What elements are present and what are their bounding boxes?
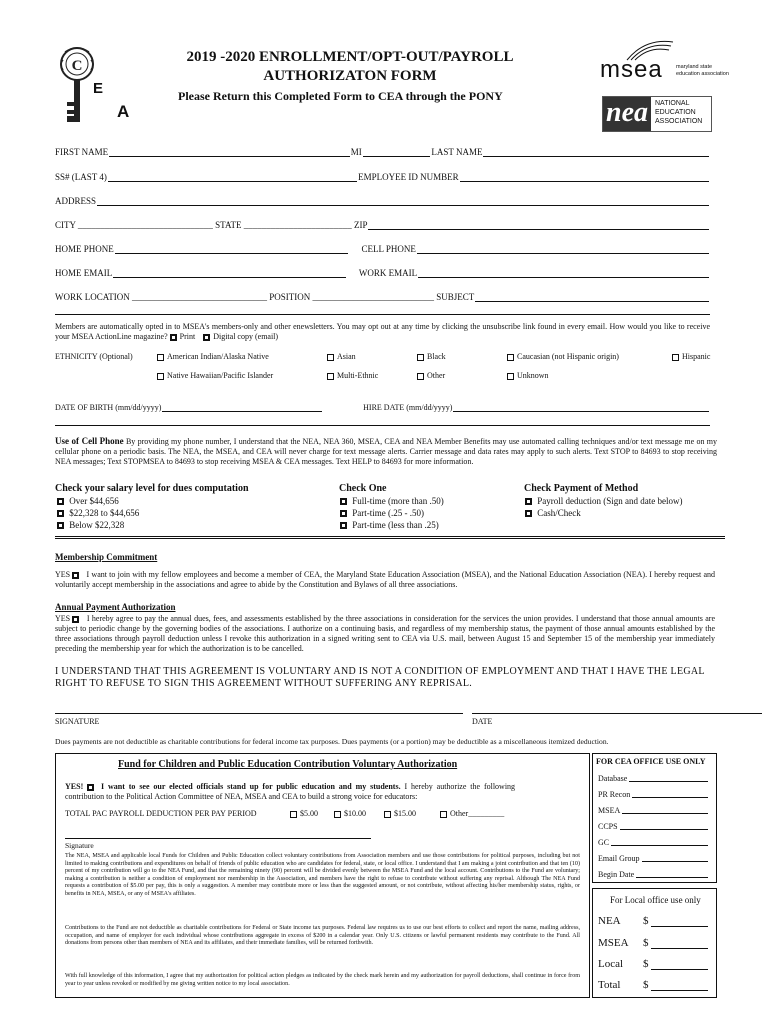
payment-option[interactable]: Cash/Check bbox=[525, 508, 581, 518]
membership-heading: Membership Commitment bbox=[55, 552, 158, 562]
date-line[interactable] bbox=[472, 713, 762, 714]
mi-field[interactable] bbox=[363, 149, 431, 157]
dob-field[interactable] bbox=[162, 404, 322, 412]
state-field[interactable]: STATE ________________________ bbox=[215, 220, 352, 230]
employee-id-field[interactable] bbox=[460, 174, 709, 182]
newsletter-notice: Members are automatically opted in to MSEA's members-only and other enewsletters. You may opt out at any time by clicking the unsubscribe link found in every email. How would you like to receive your MSEA ActionLine magazine? Print Digital copy (email) bbox=[55, 322, 710, 341]
email-row: HOME EMAIL WORK EMAIL bbox=[55, 268, 710, 278]
payment-heading: Check Payment of Method bbox=[524, 483, 639, 494]
local-row: MSEA $ bbox=[598, 937, 708, 949]
last-name-field[interactable] bbox=[483, 149, 709, 157]
work-row: WORK LOCATION ______________________________ POSITION ___________________________ SUBJECT bbox=[55, 292, 710, 302]
ethnicity-option[interactable]: Asian bbox=[327, 352, 356, 361]
divider bbox=[55, 536, 725, 537]
form-subtitle: Please Return this Completed Form to CEA through the PONY bbox=[178, 89, 503, 103]
digital-checkbox[interactable] bbox=[203, 334, 210, 341]
ethnicity-option[interactable]: Multi-Ethnic bbox=[327, 371, 378, 380]
home-phone-field[interactable] bbox=[115, 246, 349, 254]
svg-text:C: C bbox=[71, 58, 83, 74]
dates-row: DATE OF BIRTH (mm/dd/yyyy) HIRE DATE (mm/dd/yyyy) bbox=[55, 403, 710, 412]
form-title: 2019 -2020 ENROLLMENT/OPT-OUT/PAYROLL AUTHORIZATON FORM bbox=[186, 49, 514, 84]
office-use-box bbox=[592, 753, 717, 883]
divider bbox=[55, 314, 710, 315]
office-use-heading: FOR CEA OFFICE USE ONLY bbox=[596, 757, 706, 766]
signature-label: SIGNATURE bbox=[55, 717, 100, 726]
local-use-heading: For Local office use only bbox=[610, 895, 701, 905]
ethnicity-option[interactable]: Black bbox=[417, 352, 446, 361]
cell-phone-field[interactable] bbox=[417, 246, 709, 254]
pac-amount-option[interactable]: Other_________ bbox=[440, 809, 504, 818]
local-row: NEA $ bbox=[598, 915, 708, 927]
ethnicity-option[interactable]: Native Hawaiian/Pacific Islander bbox=[157, 371, 273, 380]
ethnicity-option[interactable]: Caucasian (not Hispanic origin) bbox=[507, 352, 619, 361]
ss-row: SS# (LAST 4) EMPLOYEE ID NUMBER bbox=[55, 172, 710, 182]
employment-option[interactable]: Part-time (.25 - .50) bbox=[340, 508, 424, 518]
divider bbox=[55, 425, 710, 426]
date-label: DATE bbox=[472, 717, 493, 726]
city-field[interactable]: CITY ______________________________ bbox=[55, 220, 213, 230]
fund-paragraph-3: With full knowledge of this information, I agree that my authorization for political action pledges as indicated by the check mark herein and my authorization for payroll deductions, shall continue in force from year to year unless revoked or modified by me giving written notice to my local association. bbox=[65, 973, 580, 987]
pac-total-label: TOTAL PAC PAYROLL DEDUCTION PER PAY PERIOD bbox=[65, 809, 257, 818]
salary-heading: Check your salary level for dues computation bbox=[55, 483, 249, 494]
office-row: GC bbox=[598, 838, 708, 847]
msea-logo: msea maryland state education association bbox=[600, 38, 740, 86]
membership-yes-checkbox[interactable] bbox=[72, 572, 79, 579]
fund-signature-label: Signature bbox=[65, 841, 94, 850]
work-location-field[interactable]: WORK LOCATION ______________________________ bbox=[55, 292, 267, 302]
nea-logo: nea NATIONAL EDUCATION ASSOCIATION bbox=[602, 96, 712, 132]
cell-phone-notice: Use of Cell Phone By providing my phone number, I understand that the NEA, NEA 360, MSEA, CEA and NEA Member Benefits may use automated calling techniques and/or text message me on my cellular phone on a periodic basis. The NEA, the MSEA, and CEA will never charge for text message alerts. Carrier message and data rates may apply to such alerts. Text STOP to 84693 to stop receiving NEA messages; Text STOPMSEA to 84693 to stop receiving MSEA & CEA messages. Text HELP to 84693 for more information. bbox=[55, 436, 717, 466]
office-row: PR Recon bbox=[598, 790, 708, 799]
cea-logo bbox=[55, 40, 145, 130]
check-one-heading: Check One bbox=[339, 483, 387, 494]
agreement-text: I UNDERSTAND THAT THIS AGREEMENT IS VOLUNTARY AND IS NOT A CONDITION OF EMPLOYMENT AND THAT I HAVE THE LEGAL RIGHT TO REFUSE TO SIGN THIS AGREEMENT WITHOUT SUFFERING ANY REPRISAL. bbox=[55, 666, 705, 689]
local-row: Total $ bbox=[598, 979, 708, 991]
position-field[interactable]: POSITION ___________________________ bbox=[269, 292, 435, 302]
salary-option[interactable]: Over $44,656 bbox=[57, 496, 119, 506]
address-field[interactable] bbox=[97, 198, 709, 206]
office-row: Email Group bbox=[598, 854, 708, 863]
annual-heading: Annual Payment Authorization bbox=[55, 602, 176, 612]
annual-yes-checkbox[interactable] bbox=[72, 616, 79, 623]
hire-date-field[interactable] bbox=[453, 404, 709, 412]
ethnicity-option[interactable]: American Indian/Alaska Native bbox=[157, 352, 269, 361]
work-email-field[interactable] bbox=[418, 270, 709, 278]
fund-heading: Fund for Children and Public Education Contribution Voluntary Authorization bbox=[118, 759, 458, 770]
phone-row: HOME PHONE CELL PHONE bbox=[55, 244, 710, 254]
ethnicity-option[interactable]: Hispanic bbox=[672, 352, 710, 361]
city-row: CITY ______________________________ STATE ________________________ ZIP bbox=[55, 220, 710, 230]
ethnicity-label: ETHNICITY (Optional) bbox=[55, 352, 133, 361]
first-name-field[interactable] bbox=[109, 149, 350, 157]
office-row: Database bbox=[598, 774, 708, 783]
signature-line[interactable] bbox=[55, 713, 463, 714]
divider bbox=[55, 538, 725, 539]
pac-amount-option[interactable]: $5.00 bbox=[290, 809, 318, 818]
cea-letter-e: E bbox=[93, 80, 104, 97]
employment-option[interactable]: Part-time (less than .25) bbox=[340, 520, 439, 530]
ethnicity-option[interactable]: Unknown bbox=[507, 371, 549, 380]
zip-field[interactable] bbox=[368, 222, 709, 230]
annual-text: YES I hereby agree to pay the annual dues, fees, and assessments established by the three associations in consideration for the services the union provides. I understand that those annual amounts are subject to periodic change by the governing bodies of the associations. I authorize on a continuing basis, and regardless of my membership status, the payment of those annual amounts established by the three associations through payroll deduction unless I revoke this authorization in a signed writing sent to CEA via U.S. mail, between August 15 and September 15 of the membership year immediately preceding the membership year for which the authorization is to be cancelled. bbox=[55, 614, 715, 653]
office-row: Begin Date bbox=[598, 870, 708, 879]
salary-option[interactable]: Below $22,328 bbox=[57, 520, 124, 530]
payment-option[interactable]: Payroll deduction (Sign and date below) bbox=[525, 496, 682, 506]
home-email-field[interactable] bbox=[113, 270, 346, 278]
local-row: Local $ bbox=[598, 958, 708, 970]
print-checkbox[interactable] bbox=[170, 334, 177, 341]
office-row: MSEA bbox=[598, 806, 708, 815]
office-row: CCPS bbox=[598, 822, 708, 831]
ethnicity-option[interactable]: Other bbox=[417, 371, 445, 380]
employment-option[interactable]: Full-time (more than .50) bbox=[340, 496, 444, 506]
name-row: FIRST NAME MI LAST NAME bbox=[55, 147, 710, 157]
fund-signature-line[interactable] bbox=[65, 838, 371, 839]
fund-yes-text: YES! I want to see our elected officials stand up for public education and my students. I hereby authorize the following contribution to the Political Action Committee of NEA, MSEA and CEA to build a strong voice for educators: bbox=[65, 782, 516, 801]
subject-field[interactable] bbox=[475, 294, 709, 302]
fund-yes-checkbox[interactable] bbox=[87, 784, 94, 791]
pac-amount-option[interactable]: $10.00 bbox=[334, 809, 366, 818]
membership-text: YES I want to join with my fellow employees and become a member of CEA, the Maryland State Education Association (MSEA), and the National Education Association (NEA). I hereby request and voluntarily accept membership in the associations and agree to abide by the Constitution and Bylaws of all three associations. bbox=[55, 570, 716, 589]
fund-paragraph-2: Contributions to the Fund are not deductible as charitable contributions for Federal or State income tax purposes. Federal law requires us to use our best efforts to collect and report the name, mailing address, occupation, and name of employer for each individual whose contributions aggregate in excess of $200 in a calendar year. Only U.S. citizens or lawful permanent residents may contribute to the Fund. All donations from persons other than members of NEA and its affiliates, and their immediate families, will be returned forthwith. bbox=[65, 925, 580, 947]
ss-field[interactable] bbox=[108, 174, 357, 182]
cea-letter-a: A bbox=[117, 102, 130, 121]
dues-note: Dues payments are not deductible as charitable contributions for federal income tax purposes. Dues payments (or a portion) may be deductible as a miscellaneous itemized deduction. bbox=[55, 737, 609, 746]
salary-option[interactable]: $22,328 to $44,656 bbox=[57, 508, 139, 518]
pac-amount-option[interactable]: $15.00 bbox=[384, 809, 416, 818]
fund-paragraph-1: The NEA, MSEA and applicable local Funds for Children and Public Education collect voluntary contributions from Association members and use those contributions for political purposes, including but not limited to making contributions and expenditures on behalf of friends of public education who are candidates for federal, state, or local office. I understand that I am making a joint contribution and that ten (10) percent of my contribution will go to the NEA Fund, and that the remaining ninety (90) percent will be divided evenly between the MSEA Fund and the local account. Contributions to the Fund are voluntary; making a contribution is neither a condition of employment nor membership in the Association, and members have the right to refuse to contribute without suffering any reprisal. Although The NEA Fund requests a contribution of $5.00 per pay, this is only a suggestion. A member may contribute more or less than the suggested amount, or not contribute, without affecting his/her membership status, rights, or benefits in NEA, MSEA, or any of MSEA's affiliates. bbox=[65, 853, 580, 897]
address-row: ADDRESS bbox=[55, 196, 710, 206]
